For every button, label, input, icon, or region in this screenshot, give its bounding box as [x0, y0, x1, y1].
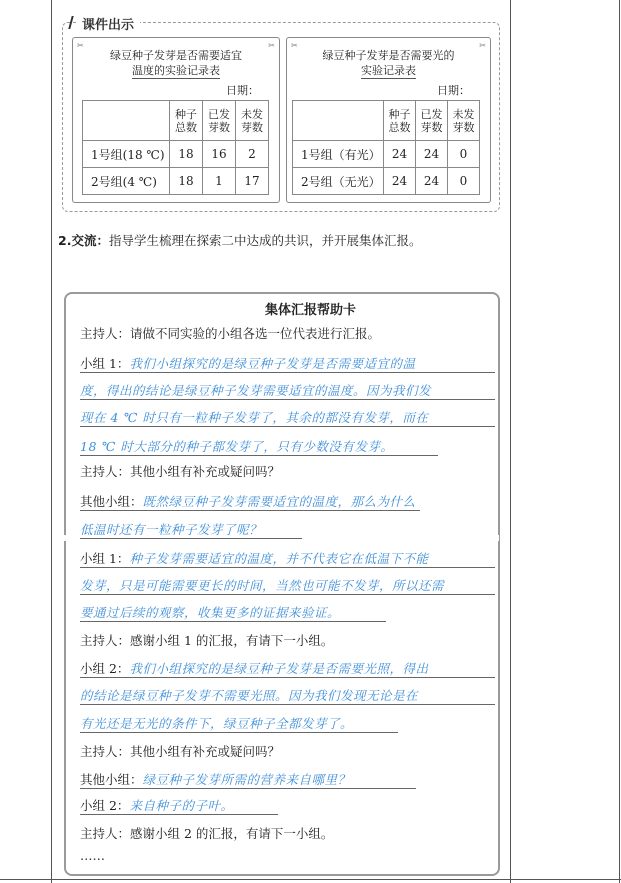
card-line [80, 381, 431, 399]
table-title: 绿豆种子发芽是否需要适宜 温度的实验记录表 [110, 49, 242, 77]
courseware-label: 课件出示 [76, 14, 140, 33]
answer-underline [80, 594, 495, 595]
printed-text: 感谢小组 2 的汇报，有请下一小组。 [130, 826, 334, 841]
handwritten-answer: 发芽，只是可能需要更长的时间，当然也可能不发芽，所以还需 [80, 578, 445, 593]
table-row: 2号组(4 ℃) 18 1 17 [83, 168, 269, 195]
page-border-right [510, 0, 511, 883]
answer-underline [80, 538, 302, 539]
table-row: 2号组（无光） 24 24 0 [293, 168, 480, 195]
header-sprouted: 已发 芽数 [203, 101, 236, 141]
handwritten-answer: 现在 4 ℃ 时只有一粒种子发芽了，其余的都没有发芽，而在 [80, 410, 429, 425]
handwritten-answer: 度，得出的结论是绿豆种子发芽需要适宜的温度。因为我们发 [80, 383, 432, 398]
handwritten-answer: 来自种子的子叶。 [129, 798, 234, 813]
temperature-record-table-card [72, 37, 280, 203]
card-line [80, 631, 333, 649]
card-line [80, 520, 262, 538]
clip-icon: ✂ [291, 41, 298, 50]
light-record-table [292, 100, 480, 195]
handwritten-answer: 有光还是无光的条件下，绿豆种子全都发芽了。 [80, 716, 354, 731]
clip-icon: ✂ [479, 41, 486, 50]
clip-icon: ✂ [268, 41, 275, 50]
card-line [80, 659, 428, 677]
header-total: 种子 总数 [384, 101, 416, 141]
handwritten-answer: 我们小组探究的是绿豆种子发芽是否需要适宜的温 [129, 356, 416, 371]
card-line [80, 848, 105, 863]
header-total: 种子 总数 [170, 101, 203, 141]
handwritten-answer: 我们小组探究的是绿豆种子发芽是否需要光照，得出 [129, 661, 429, 676]
card-line [80, 408, 428, 426]
card-line [80, 462, 280, 480]
card-line [80, 549, 428, 567]
printed-text: 请做不同实验的小组各选一位代表进行汇报。 [130, 326, 381, 341]
answer-underline [80, 510, 420, 511]
card-title: 集体汇报帮助卡 [264, 303, 356, 318]
answer-underline [80, 372, 495, 373]
speaker-label: 主持人： [80, 326, 131, 341]
answer-underline [80, 677, 495, 678]
answer-underline [80, 788, 416, 789]
answer-underline [80, 704, 495, 705]
header-empty [293, 101, 384, 141]
answer-underline [80, 814, 278, 815]
card-line [80, 686, 418, 704]
card-line [80, 742, 280, 760]
handwritten-answer: 低温时还有一粒种子发芽了呢？ [80, 522, 263, 537]
card-line [80, 437, 393, 455]
speaker-label: 小组 1： [80, 356, 130, 371]
date-label: 日期： [437, 84, 470, 97]
card-line [80, 354, 415, 372]
clip-icon: ✂ [77, 41, 84, 50]
speaker-label: 小组 1： [80, 551, 130, 566]
table-row: 1号组(18 ℃) 18 16 2 [83, 141, 269, 168]
answer-underline [80, 426, 495, 427]
speaker-label: 主持人： [80, 744, 131, 759]
speaker-label: 主持人： [80, 826, 131, 841]
header-not-sprouted: 未发 芽数 [236, 101, 269, 141]
handwritten-answer: 既然绿豆种子发芽需要适宜的温度，那么为什么 [142, 494, 416, 509]
answer-underline [80, 732, 398, 733]
handwritten-answer: 18 ℃ 时大部分的种子都发芽了，只有少数没有发芽。 [80, 439, 394, 454]
temperature-record-table [82, 100, 269, 195]
answer-underline [80, 621, 386, 622]
page-edge-right [619, 0, 620, 883]
printed-text: 感谢小组 1 的汇报，有请下一小组。 [130, 633, 334, 648]
printed-text: 其他小组有补充或疑问吗？ [130, 744, 281, 759]
date-label: 日期： [226, 84, 259, 97]
speaker-label: 主持人： [80, 633, 131, 648]
answer-underline [80, 567, 495, 568]
answer-underline [80, 455, 438, 456]
card-line [80, 824, 333, 842]
handwritten-answer: 种子发芽需要适宜的温度，并不代表它在低温下不能 [129, 551, 429, 566]
handwritten-answer: 的结论是绿豆种子发芽不需要光照。因为我们发现无论是在 [80, 688, 419, 703]
table-row: 1号组（有光） 24 24 0 [293, 141, 480, 168]
speaker-label: 小组 2： [80, 661, 130, 676]
speaker-label: 其他小组： [80, 772, 143, 787]
card-line [80, 324, 380, 342]
instruction-line: 2.交流：指导学生梳理在探索二中达成的共识，并开展集体汇报。 [58, 233, 422, 248]
printed-text: 其他小组有补充或疑问吗？ [130, 464, 281, 479]
handwritten-answer: 要通过后续的观察，收集更多的证据来验证。 [80, 605, 341, 620]
printed-text: …… [80, 848, 105, 863]
card-line [80, 770, 351, 788]
answer-underline [80, 399, 495, 400]
header-sprouted: 已发 芽数 [416, 101, 448, 141]
handwritten-answer: 绿豆种子发芽所需的营养来自哪里？ [142, 772, 351, 787]
card-line [80, 714, 353, 732]
header-empty [83, 101, 170, 141]
light-record-table-card [286, 37, 491, 203]
card-line [80, 603, 340, 621]
speaker-label: 其他小组： [80, 494, 143, 509]
table-title: 绿豆种子发芽是否需要光的 实验记录表 [322, 49, 455, 77]
speaker-label: 主持人： [80, 464, 131, 479]
page-bottom-border [0, 879, 621, 880]
card-line [80, 796, 233, 814]
header-not-sprouted: 未发 芽数 [448, 101, 480, 141]
card-line [80, 576, 444, 594]
speaker-label: 小组 2： [80, 798, 130, 813]
page-border-left [51, 0, 52, 883]
card-line [80, 492, 416, 510]
